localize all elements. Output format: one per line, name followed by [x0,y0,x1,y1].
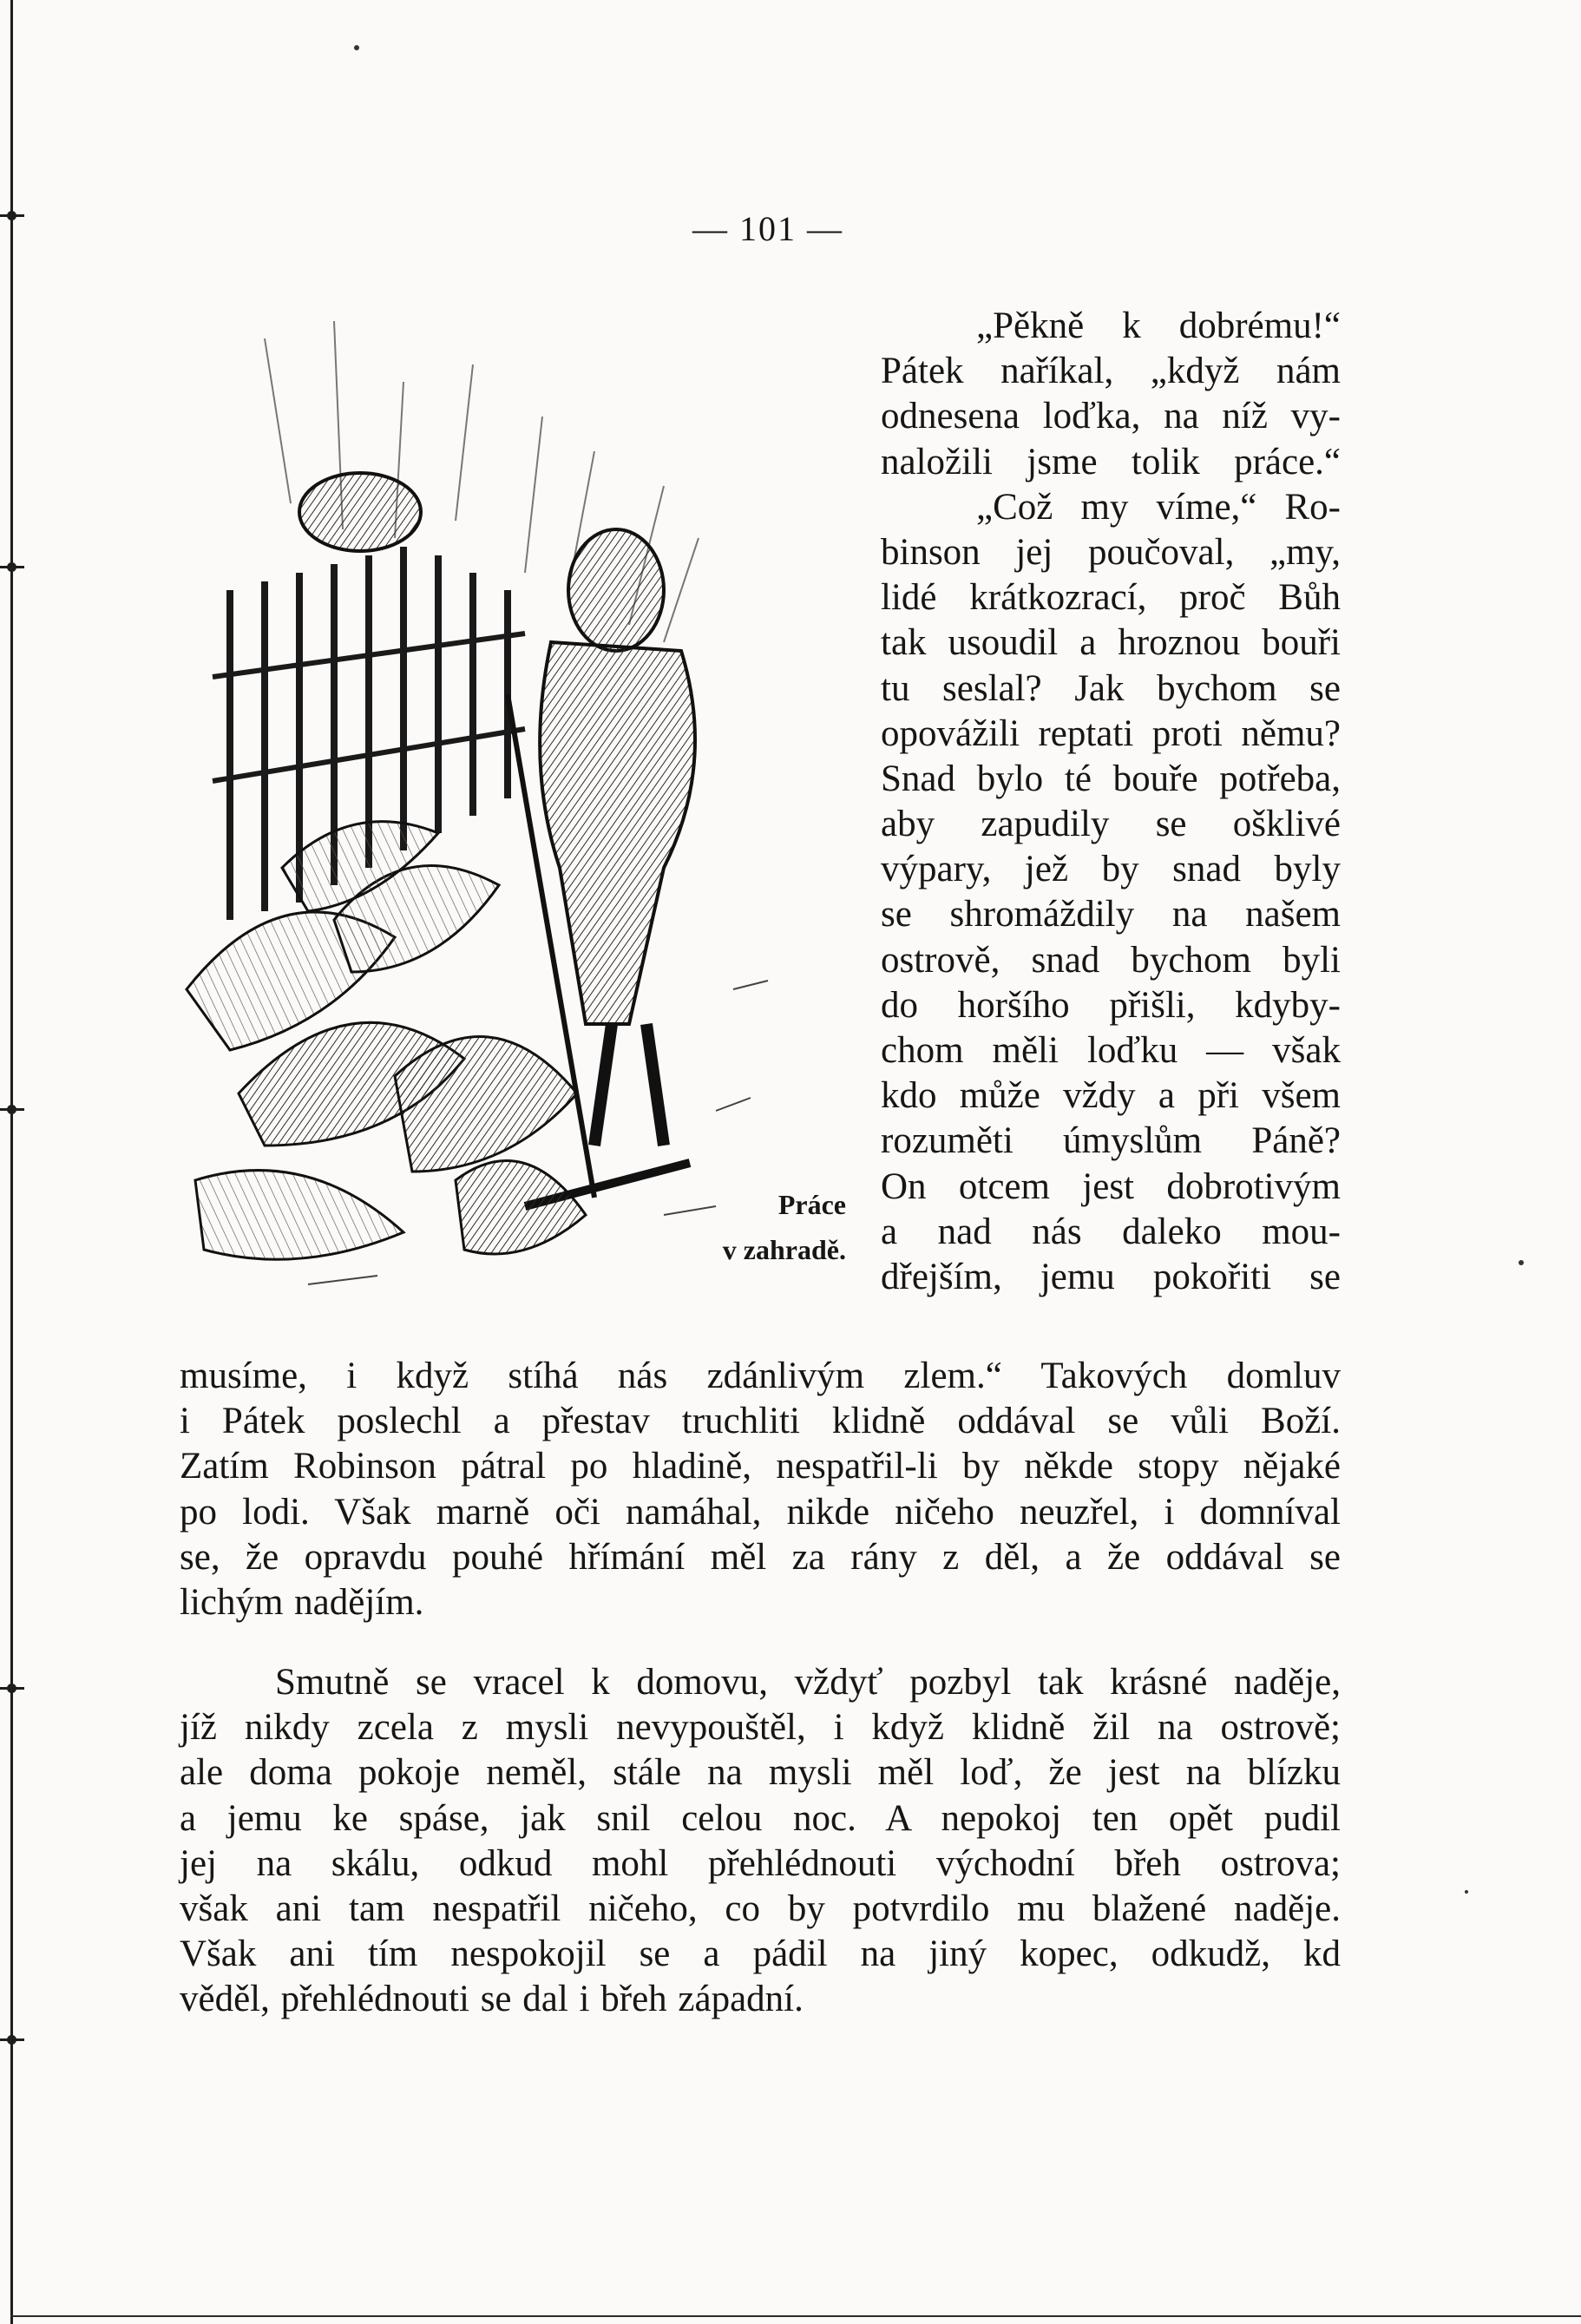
text-line: však ani tam nespatřil ničeho, co by potvrdilo mu blažené naděje. [180,1887,1341,1929]
text-line: Pátek naříkal, „když nám [881,351,1341,392]
margin-mark [0,1105,24,1113]
text-line: věděl, přehlédnouti se dal i břeh západní. [180,1979,804,2020]
text-line: „Pěkně k dobrému!“ [976,305,1341,346]
print-speck [1519,1260,1524,1265]
text-line: musíme, i když stíhá nás zdánlivým zlem.“ Takových domluv [180,1356,1341,1396]
text-line: ostrově, snad bychom byli [881,939,1341,981]
illustration-caption [672,1182,846,1272]
text-line: rozuměti úmyslům Páně? [881,1120,1341,1162]
print-speck [1465,1890,1468,1894]
caption-line: Práce [777,1189,846,1220]
text-line: po lodi. Však marně oči namáhal, nikde ničeho neuzřel, i domníval [180,1491,1341,1533]
hanging-gourd [299,473,421,551]
text-line: On otcem jest dobrotivým [881,1165,1341,1207]
text-line: a nad nás daleko mou- [881,1211,1341,1252]
text-line: se shromáždily na našem [881,894,1341,936]
page-number: — 101 — [692,209,843,248]
garden-plants [187,822,586,1260]
text-line: tu seslal? Jak bychom se [881,667,1341,709]
text-line: Smutně se vracel k domovu, vždyť pozbyl tak krásné naděje, [275,1662,1341,1703]
text-line: lidé krátkozrací, proč Bůh [881,577,1341,619]
text-line: naložili jsme tolik práce.“ [881,441,1341,483]
margin-mark [0,211,24,220]
text-line: lichým nadějím. [180,1581,424,1623]
text-line: binson jej poučoval, „my, [881,531,1341,573]
text-line: odnesena loďka, na níž vy- [881,396,1341,437]
text-line: jej na skálu, odkud mohl přehlédnouti východní břeh ostrova; [180,1842,1341,1884]
text-line: do horšího přišli, kdyby- [881,984,1341,1026]
text-line: se, že opravdu pouhé hřímání měl za rány z děl, a že oddával se [180,1536,1341,1578]
text-line: a jemu ke spáse, jak snil celou noc. A nepokoj ten opět pudil [180,1797,1341,1839]
text-line: Zatím Robinson pátral po hladině, nespatřil-li by někde stopy nějaké [180,1446,1341,1487]
text-line: ale doma pokoje neměl, stále na mysli měl loď, že jest na blízku [180,1752,1341,1794]
page-bottom-edge [10,2315,1581,2317]
paragraph-block [180,1660,1341,2023]
text-line: Snad bylo té bouře potřeba, [881,758,1341,799]
text-line: tak usoudil a hroznou bouři [881,622,1341,664]
full-width-text-block [180,1354,1341,1625]
margin-mark [0,1684,24,1692]
garden-work-illustration [178,312,863,1310]
text-line: výpary, jež by snad byly [881,849,1341,890]
caption-line: v zahradě. [722,1234,846,1265]
text-line: Však ani tím nespokojil se a pádil na jiný kopec, odkudž, kd [180,1933,1341,1975]
column-text-block [881,304,1341,1300]
text-line: i Pátek poslechl a přestav truchliti klidně oddával se vůli Boží. [180,1401,1341,1442]
text-line: aby zapudily se ošklivé [881,804,1341,845]
page-edge-line [10,0,13,2324]
text-line: opovážili reptati proti němu? [881,712,1341,754]
text-line: dřejším, jemu pokořiti se [881,1256,1341,1297]
margin-mark [0,2035,24,2044]
margin-mark [0,562,24,571]
working-man-figure [540,529,695,1146]
print-speck [354,45,359,50]
text-line: kdo může vždy a při všem [881,1075,1341,1117]
text-line: „Což my víme,“ Ro- [976,486,1341,528]
text-line: chom měli loďku — však [881,1030,1341,1071]
text-line: jíž nikdy zcela z mysli nevypouštěl, i když klidně žil na ostrově; [180,1707,1341,1749]
